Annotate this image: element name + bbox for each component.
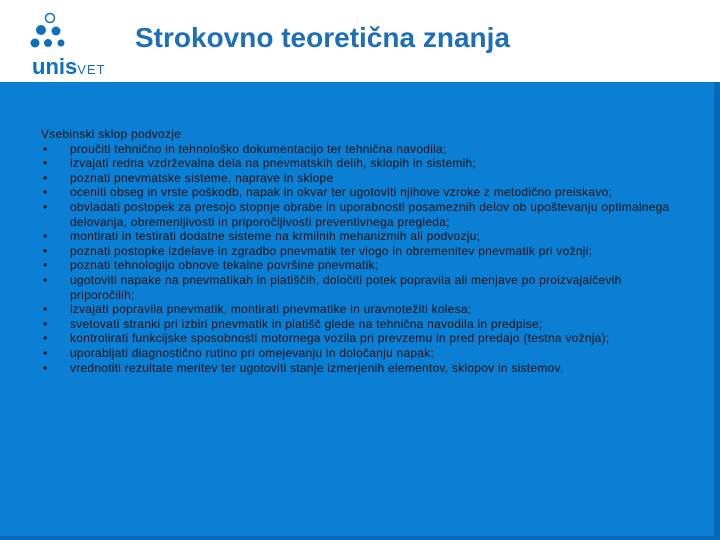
- logo-text: [32, 54, 106, 80]
- content-body: [41, 127, 681, 375]
- bullet-icon: •: [43, 302, 48, 317]
- bullet-icon: •: [43, 170, 48, 185]
- list-item: [41, 200, 681, 229]
- list-item-text: kontrolirati funkcijske sposobnosti motornega vozila pri prevzemu in pred predajo (testna vožnja);: [70, 331, 610, 346]
- panel-edge-right: [714, 82, 720, 540]
- unisvet-logo: [26, 10, 136, 79]
- list-item-text: ugotoviti napake na pnevmatikah in platiščih, določiti potek popravila ali menjave po proizvajalčevih priporočilih;: [70, 272, 622, 302]
- list-item: [41, 331, 681, 346]
- logo-text-main: unis: [32, 54, 78, 79]
- list-item: [41, 258, 681, 273]
- list-item: [41, 273, 681, 302]
- list-item-text: svetovati stranki pri izbiri pnevmatik in platišč glede na tehnična navodila in predpise;: [70, 316, 543, 331]
- list-item: [41, 346, 681, 361]
- list-item-text: oceniti obseg in vrste poškodb, napak in okvar ter ugotoviti njihove vzroke z metodično preiskavo;: [70, 185, 613, 200]
- bullet-icon: •: [43, 199, 48, 214]
- list-item-text: proučiti tehnično in tehnološko dokumentacijo ter tehnična navodila;: [70, 141, 447, 156]
- list-item-text: izvajati redna vzdrževalna dela na pnevmatskih delih, sklopih in sistemih;: [70, 156, 477, 171]
- list-item-text: uporabljati diagnostično rutino pri omejevanju in določanju napak;: [70, 345, 435, 360]
- bullet-list: [41, 142, 681, 376]
- list-item: [41, 156, 681, 171]
- panel-edge-bottom: [0, 536, 720, 540]
- list-item: [41, 185, 681, 200]
- section-heading: Vsebinski sklop podvozje: [41, 127, 182, 141]
- slide-title: Strokovno teoretična znanja: [135, 22, 510, 53]
- bullet-icon: •: [43, 345, 48, 360]
- bullet-icon: •: [43, 156, 48, 171]
- list-item: [41, 317, 681, 332]
- bullet-icon: •: [43, 229, 48, 244]
- list-item-text: poznati postopke izdelave in zgradbo pnevmatik ter vlogo in obremenitev pnevmatik pri vožnji;: [70, 243, 593, 258]
- logo-text-suffix: VET: [77, 62, 106, 77]
- list-item: [41, 229, 681, 244]
- header: [0, 0, 720, 82]
- list-item-text: obvladati postopek za presojo stopnje obrabe in uporabnosti posameznih delov ob upoštevanju optimalnega delovanja, obremenljivosti in priporočljivosti preventivnega pregleda;: [70, 199, 670, 229]
- bullet-icon: •: [43, 272, 48, 287]
- bullet-icon: •: [43, 331, 48, 346]
- bullet-icon: •: [43, 316, 48, 331]
- list-item: [41, 171, 681, 186]
- bullet-icon: •: [43, 258, 48, 273]
- bullet-icon: •: [43, 243, 48, 258]
- list-item-text: poznati tehnologijo obnove tekalne površine pnevmatik;: [70, 258, 379, 273]
- list-item: [41, 361, 681, 376]
- bullet-icon: •: [43, 185, 48, 200]
- list-item: [41, 302, 681, 317]
- list-item-text: poznati pnevmatske sisteme, naprave in sklope: [70, 170, 334, 185]
- bullet-icon: •: [43, 141, 48, 156]
- list-item-text: izvajati popravila pnevmatik, montirati pnevmatike in uravnotežiti kolesa;: [70, 302, 472, 317]
- list-item-text: montirati in testirati dodatne sisteme na krmilnih mehanizmih ali podvozju;: [70, 229, 481, 244]
- list-item: [41, 142, 681, 157]
- list-item: [41, 244, 681, 259]
- list-item-text: vrednotiti rezultate meritev ter ugotoviti stanje izmerjenih elementov, sklopov in sistemov.: [70, 360, 564, 375]
- bullet-icon: •: [43, 360, 48, 375]
